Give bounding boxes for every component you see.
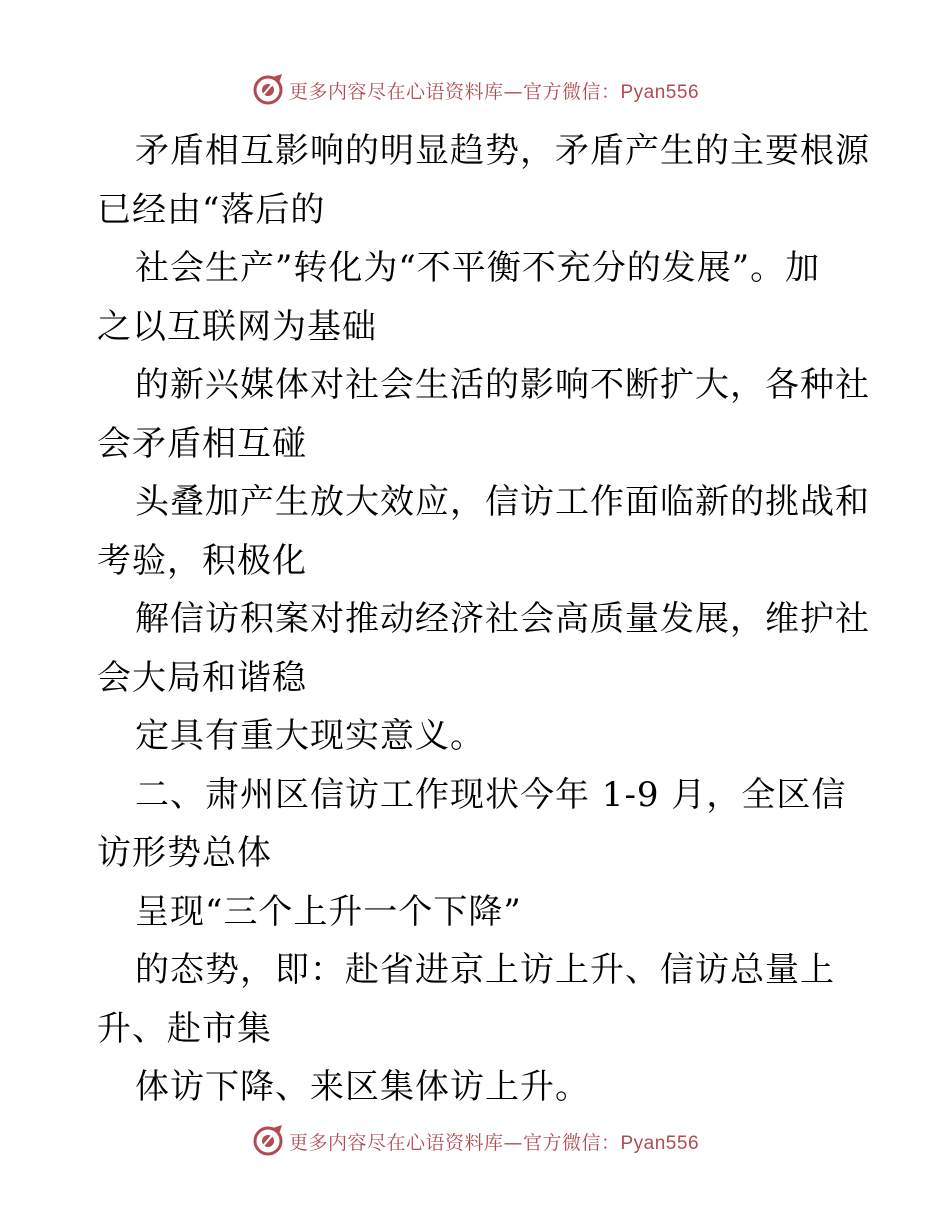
footer-watermark — [0, 1121, 950, 1161]
text-line: 社会生产”转化为“不平衡不充分的发展”。加 — [135, 248, 821, 288]
text-line: 呈现“三个上升一个下降” — [135, 891, 522, 932]
text-line: 头叠加产生放大效应，信访工作面临新的挑战和 — [135, 482, 870, 522]
text-line: 解信访积案对推动经济社会高质量发展，维护社 — [135, 599, 870, 639]
text-line: 的态势，即：赴省进京上访上升、信访总量上 — [135, 950, 835, 990]
header-watermark — [0, 70, 950, 110]
pen-circle-logo-icon — [251, 73, 285, 107]
text-line: 定具有重大现实意义。 — [135, 716, 485, 756]
text-line: 访形势总体 — [97, 833, 272, 873]
wechat-id: Pyan556 — [620, 81, 700, 103]
text-line: 之以互联网为基础 — [97, 306, 377, 347]
text-line: 会矛盾相互碰 — [97, 423, 307, 464]
text-line: 升、赴市集 — [97, 1008, 272, 1049]
text-line: 的新兴媒体对社会生活的影响不断扩大，各种社 — [135, 365, 870, 405]
text-line: 二、肃州区信访工作现状今年 1-9 月，全区信 — [135, 774, 847, 815]
pen-circle-logo-icon — [251, 1124, 285, 1158]
document-body — [97, 122, 870, 1117]
text-line: 体访下降、来区集体访上升。 — [135, 1067, 590, 1107]
text-line: 会大局和谐稳 — [97, 657, 307, 698]
watermark-text: 更多内容尽在心语资料库—官方微信：Pyan556 — [288, 80, 700, 103]
text-line: 矛盾相互影响的明显趋势，矛盾产生的主要根源 — [135, 131, 870, 171]
watermark-text: 更多内容尽在心语资料库—官方微信：Pyan556 — [288, 1131, 700, 1154]
text-line: 考验，积极化 — [97, 540, 307, 581]
wechat-id: Pyan556 — [620, 1132, 700, 1154]
text-line: 已经由“落后的 — [97, 189, 326, 230]
